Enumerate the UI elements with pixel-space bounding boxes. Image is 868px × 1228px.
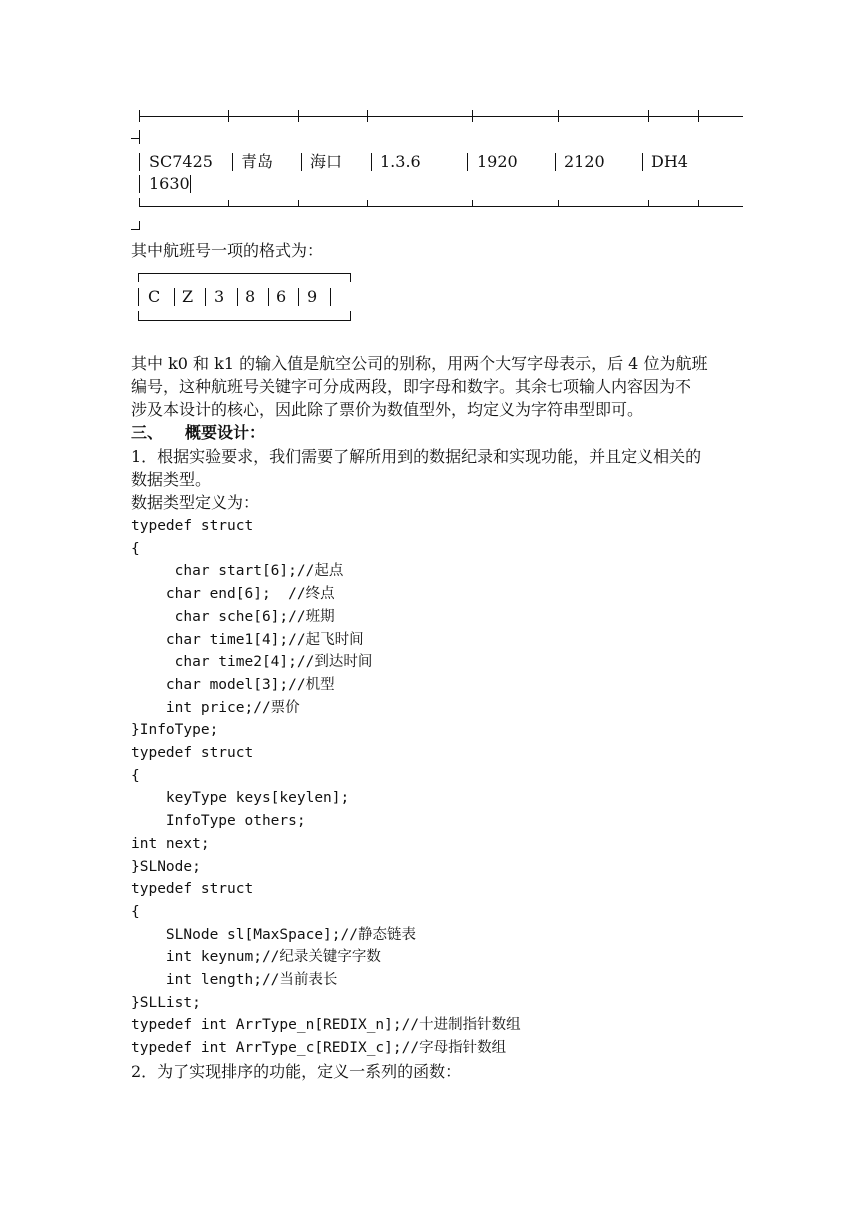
key-box-bottom [138,320,350,321]
table-top-border [139,116,743,117]
departure-time-cell: 1920 [477,152,518,171]
code-line: char time2[4];//到达时间 [131,654,373,671]
cell-separator [467,153,468,171]
code-line: typedef int ArrType_n[REDIX_n];//十进制指针数组 [131,1017,521,1034]
cell-separator [642,153,643,171]
code-line: char end[6]; //终点 [131,586,335,603]
cell-separator [190,175,191,193]
key-cell-separator [330,288,331,306]
code-line: }SLNode; [131,858,201,875]
datatype-intro: 数据类型定义为： [131,493,260,512]
key-cell: 9 [307,287,318,306]
table-tick [139,198,140,207]
table-tick [472,200,473,207]
cell-separator [232,153,233,171]
table-tick [298,110,299,122]
model-cell: DH4 [651,152,688,171]
code-line: char model[3];//机型 [131,676,335,693]
code-line: char sche[6];//班期 [131,608,335,625]
code-line: { [131,540,140,557]
cell-separator [555,153,556,171]
code-line: }InfoType; [131,722,219,739]
table-tick [228,110,229,122]
table-tick [472,110,473,122]
key-cell: Z [182,287,194,306]
table-corner [139,221,140,230]
key-cell-separator [205,288,206,306]
table-tick [367,110,368,122]
key-cell-separator [138,288,139,306]
key-box-edge [138,273,139,282]
key-cell: 8 [245,287,256,306]
key-cell-separator [174,288,175,306]
key-box-edge [350,273,351,282]
cell-separator [139,175,140,193]
code-line: char start[6];//起点 [131,563,344,580]
code-line: }SLList; [131,994,201,1011]
table-corner [131,229,139,230]
cell-separator [301,153,302,171]
code-line: char time1[4];//起飞时间 [131,631,364,648]
code-line: { [131,903,140,920]
key-box-edge [138,311,139,321]
item-2-line: 2．为了实现排序的功能，定义一系列的函数： [131,1062,462,1081]
arrival-time-cell: 2120 [564,152,605,171]
table-tick [228,200,229,207]
key-cell-separator [268,288,269,306]
paragraph-line: 编号，这种航班号关键字可分成两段，即字母和数字。其余七项输人内容因为不 [131,377,692,396]
key-cell-separator [298,288,299,306]
code-line: typedef int ArrType_c[REDIX_c];//字母指针数组 [131,1040,507,1057]
item-1-line: 1．根据实验要求，我们需要了解所用到的数据纪录和实现功能，并且定义相关的 [131,447,702,466]
key-cell: 6 [276,287,287,306]
table-tick [698,200,699,207]
code-line: int next; [131,835,210,852]
table-tick [367,200,368,207]
code-line: int keynum;//纪录关键字字数 [131,949,381,966]
key-cell: C [148,287,161,306]
paragraph-line: 其中 k0 和 k1 的输入值是航空公司的别称，用两个大写字母表示，后 4 位为航班 [131,354,708,373]
key-box-edge [350,311,351,321]
table-tick [558,200,559,207]
price-cell: 1630 [149,174,190,193]
table-corner [139,130,140,144]
table-tick [139,110,140,122]
code-line: typedef struct [131,518,254,534]
origin-cell: 青岛 [241,152,274,171]
code-line: int length;//当前表长 [131,972,338,989]
format-intro: 其中航班号一项的格式为： [131,241,324,260]
item-1-line: 数据类型。 [131,470,212,489]
flight-number-cell: SC7425 [149,152,213,171]
table-tick [648,110,649,122]
code-line: typedef struct [131,745,254,762]
key-box-top [138,273,350,274]
section-title: 概要设计： [185,423,266,442]
schedule-cell: 1.3.6 [380,152,421,171]
paragraph-line: 涉及本设计的核心，因此除了票价为数值型外，均定义为字符串型即可。 [131,400,644,419]
table-corner [131,138,139,139]
table-bottom-border [139,206,743,207]
cell-separator [371,153,372,171]
code-line: InfoType others; [131,813,306,830]
key-cell-separator [237,288,238,306]
table-tick [558,110,559,122]
section-number: 三、 [131,423,164,442]
table-tick [648,200,649,207]
table-tick [698,110,699,122]
table-tick [298,200,299,207]
key-cell: 3 [214,287,225,306]
code-line: keyType keys[keylen]; [131,790,350,807]
destination-cell: 海口 [310,152,343,171]
code-line: int price;//票价 [131,699,300,716]
code-line: SLNode sl[MaxSpace];//静态链表 [131,926,416,943]
code-block [131,515,521,1060]
code-line: { [131,767,140,784]
code-line: typedef struct [131,881,254,898]
cell-separator [139,153,140,171]
